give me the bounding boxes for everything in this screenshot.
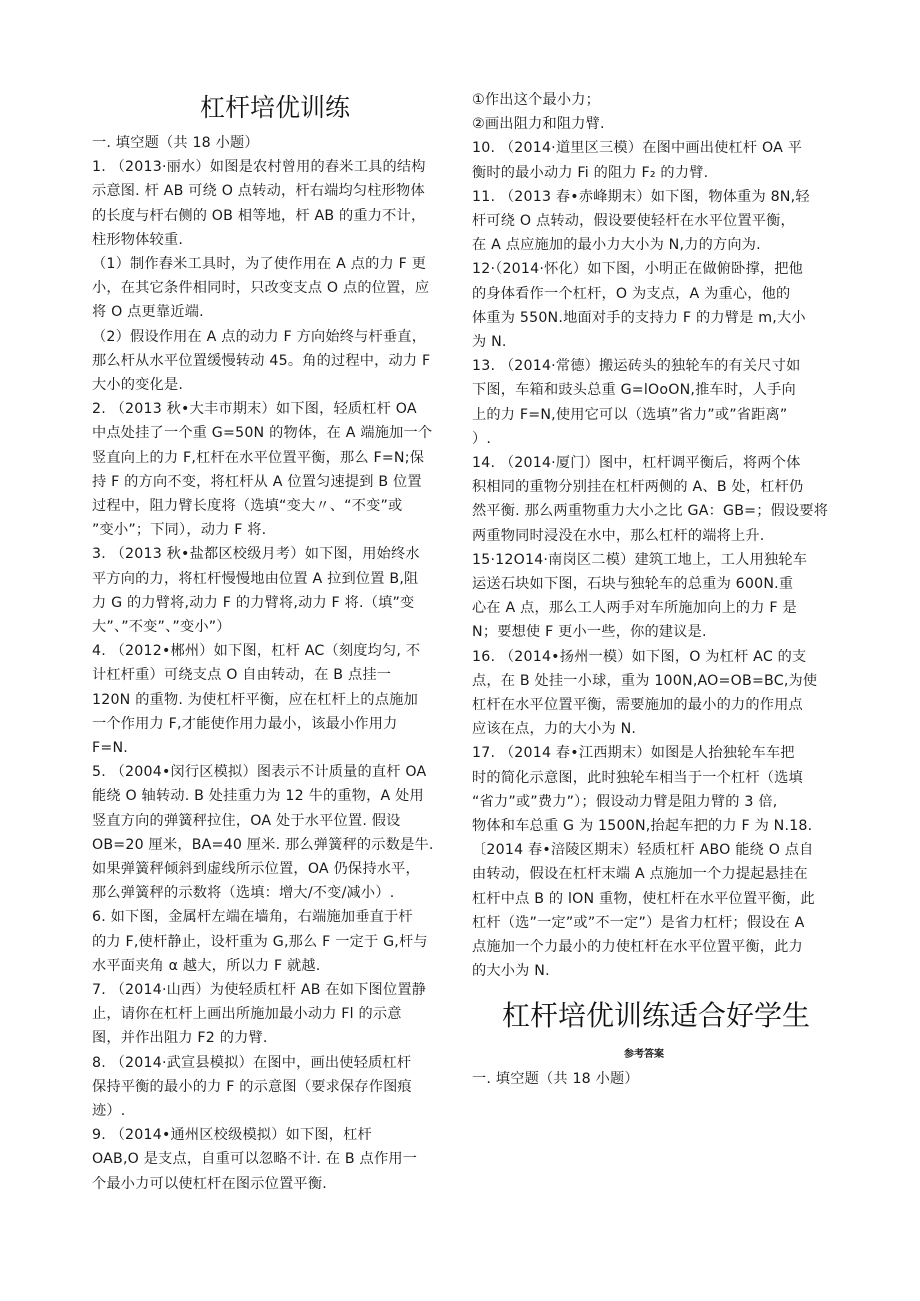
text-line: 止，请你在杠杆上画出所施加最小动力 Fl 的示意 (92, 1006, 402, 1023)
text-line: 13. （2014·常德）搬运砖头的独轮车的有关尺寸如 (472, 358, 801, 375)
text-line: 由转动，假设在杠杆末端 A 点施加一个力提起悬挂在 (472, 866, 808, 883)
text-line: 点施加一个力最小的力使杠杆在水平位置平衡，此力 (472, 939, 803, 955)
page-title: 杠杆培优训练 (200, 93, 351, 122)
text-line: 4. （2012•郴州）如下图，杠杆 AC（刻度均匀, 不 (92, 643, 421, 660)
text-line: 11. （2013 春•赤峰期末）如下图，物体重为 8N,轻 (472, 188, 810, 205)
answer-title: 杠杆培优训练适合好学生 (502, 999, 811, 1032)
text-line: 应该在点，力的大小为 N. (472, 721, 637, 738)
text-line: 水平面夹角 α 越大，所以力 F 就越. (92, 957, 321, 974)
text-line: 图，并作出阻力 F2 的力臂. (92, 1030, 268, 1047)
text-line: 8. （2014·武宣县模拟）在图中，画出使轻质杠杆 (92, 1054, 412, 1071)
text-line: 心在 A 点，那么工人两手对车所施加向上的力 F 是 (472, 600, 797, 617)
text-line: 5. （2004•闵行区模拟）图表示不计质量的直杆 OA (92, 764, 427, 781)
text-line: 计杠杆重）可绕支点 O 自由转动，在 B 点挂一 (92, 667, 392, 684)
text-line: 1. （2013·丽水）如图是农村曾用的舂米工具的结构 (92, 159, 426, 176)
text-line: 6. 如下图，金属杆左端在墙角，右端施加垂直于杆 (92, 909, 413, 926)
text-line: 小，在其它条件相同时，只改变支点 O 点的位置，应 (92, 280, 430, 297)
text-line: 能绕 O 轴转动. B 处挂重力为 12 牛的重物，A 处用 (92, 788, 424, 805)
text-line: 9. （2014•通州区校级模拟）如下图，杠杆 (92, 1127, 372, 1144)
text-line: 在 A 点应施加的最小力大小为 N,力的方向为. (472, 237, 761, 254)
text-line: 那么弹簧秤的示数将（选填：增大/不变/减小）. (92, 885, 395, 902)
text-line: ）. (472, 430, 492, 447)
text-line: 竖直向上的力 F,杠杆在水平位置平衡，那么 F=N;保 (92, 449, 425, 466)
text-line: （2）假设作用在 A 点的动力 F 方向始终与杆垂直， (92, 328, 427, 345)
text-line: 两重物同时浸没在水中，那么杠杆的端将上升. (472, 527, 765, 544)
text-line: 杠杆在水平位置平衡，需要施加的最小的力的作用点 (472, 697, 803, 713)
text-line: 杠杆（选”一定”或”不一定”）是省力杠杆；假设在 A (472, 914, 805, 931)
text-line: 中点处挂了一个重 G=50N 的物体，在 A 端施加一个 (92, 425, 433, 442)
text-line: 一. 填空题（共 18 小题） (92, 135, 259, 151)
text-line: 的大小为 N. (472, 963, 550, 980)
text-line: 下图，车箱和豉头总重 G=lOoON,推车时，人手向 (472, 382, 796, 399)
text-line: N；要想使 F 更小一些，你的建议是. (472, 624, 707, 641)
text-line: 3. （2013 秋•盐都区校级月考）如下图，用始终水 (92, 546, 420, 563)
text-line: 示意图. 杆 AB 可绕 O 点转动，杆右端均匀柱形物体 (92, 183, 425, 200)
text-line: 上的力 F=N,使用它可以（选填”省力”或”省距离” (472, 406, 788, 423)
text-line: OAB,O 是支点，自重可以忽略不计. 在 B 点作用一 (92, 1151, 418, 1168)
text-line: 过程中，阻力臂长度将（选填“变大〃、“不变”或 (92, 498, 403, 514)
text-line: 迹）. (92, 1103, 126, 1119)
text-line: 17. （2014 春•江西期末）如图是人抬独轮车车把 (472, 745, 795, 762)
text-line: 15·12O14·南岗区二模）建筑工地上，工人用独轮车 (472, 551, 808, 568)
text-line: 的力 F,使杆静止，设杆重为 G,那么 F 一定于 G,杆与 (92, 933, 428, 950)
text-line: 运送石块如下图，石块与独轮车的总重为 600N.重 (472, 576, 794, 592)
text-line: （1）制作舂米工具时，为了使作用在 A 点的力 F 更 (92, 256, 427, 272)
text-line: 柱形物体较重. (92, 231, 184, 248)
text-line: 持 F 的方向不变，将杠杆从 A 位置匀速提到 B 位置 (92, 473, 422, 490)
text-line: 120N 的重物. 为使杠杆平衡，应在杠杆上的点施加 (92, 691, 418, 708)
text-line: 物体和车总重 G 为 1500N,抬起车把的力 F 为 N.18. (472, 818, 813, 834)
text-line: OB=20 厘米，BA=40 厘米. 那么弹簧秤的示数是牛. (92, 836, 434, 853)
text-line: 平方向的力，将杠杆慢慢地由位置 A 拉到位置 B,阻 (92, 570, 419, 587)
text-line: 个最小力可以使杠杆在图示位置平衡. (92, 1175, 327, 1192)
answer-label: 参考答案 (624, 1049, 664, 1060)
text-line: 一个作用力 F,才能使作用力最小，该最小作用力 (92, 715, 398, 732)
text-line: 的身体看作一个杠杆，O 为支点，A 为重心，他的 (472, 285, 791, 302)
text-line: 〔2014 春•涪陵区期末）轻质杠杆 ABO 能绕 O 点自 (472, 842, 814, 859)
text-line: ”变小”；下同），动力 F 将. (92, 522, 267, 539)
text-line: ②画出阻力和阻力臂. (472, 116, 605, 133)
text-line: 杆可绕 O 点转动，假设要使轻杆在水平位置平衡， (472, 213, 795, 229)
text-line: ①作出这个最小力； (472, 92, 601, 108)
text-line: 12·（2014·怀化）如下图，小明正在做俯卧撑，把他 (472, 261, 804, 278)
text-line: 积相同的重物分别挂在杠杆两侧的 A、B 处，杠杆仍 (472, 479, 804, 496)
text-line: 大小的变化是. (92, 377, 184, 393)
text-line: 时的简化示意图，此时独轮车相当于一个杠杆（选填 (472, 769, 803, 786)
text-line: F=N. (92, 740, 128, 756)
text-line: 然平衡. 那么两重物重力大小之比 GA：GB=；假设要将 (472, 503, 829, 520)
text-line: 竖直方向的弹簧秤拉住，OA 处于水平位置. 假设 (92, 812, 401, 829)
text-line: 如果弹簧秤倾斜到虚线所示位置，OA 仍保持水平， (92, 861, 420, 877)
text-line: 14. （2014·厦门）图中，杠杆调平衡后，将两个体 (472, 455, 801, 471)
text-line: 那么杆从水平位置缓慢转动 45。角的过程中，动力 F (92, 352, 431, 369)
text-line: 大”、”不变”、”变小”） (92, 619, 231, 635)
text-line: 的长度与杆右侧的 OB 相等地，杆 AB 的重力不计， (92, 207, 426, 224)
text-line: 2. （2013 秋•大丰市期末）如下图，轻质杠杆 OA (92, 401, 417, 418)
text-line: 为 N. (472, 334, 507, 350)
text-line: 衡时的最小动力 Fi 的阻力 F₂ 的力臂. (472, 164, 709, 181)
text-line: 7. （2014·山西）为使轻质杠杆 AB 在如下图位置静 (92, 982, 427, 998)
text-line: 力 G 的力臂将,动力 F 的力臂将,动力 F 将.（填”变 (92, 594, 415, 611)
text-line: 保持平衡的最小的力 F 的示意图（要求保存作图痕 (92, 1078, 412, 1095)
answer-section-heading: 一. 填空题（共 18 小题） (472, 1071, 639, 1087)
text-line: “省力”或”费力”）；假设动力臂是阻力臂的 3 倍, (472, 793, 778, 810)
text-line: 16. （2014•扬州一模）如下图，O 为杠杆 AC 的支 (472, 648, 807, 665)
text-line: 体重为 550N.地面对手的支持力 F 的力臂是 m,大小 (472, 309, 806, 326)
text-line: 杠杆中点 B 的 lON 重物，使杠杆在水平位置平衡，此 (472, 890, 815, 907)
text-line: 点，在 B 处挂一小球，重为 100N,AO=OB=BC,为使 (472, 672, 818, 689)
text-line: 10. （2014·道里区三模）在图中画出使杠杆 OA 平 (472, 140, 803, 157)
text-line: 将 O 点更靠近端. (92, 304, 204, 321)
